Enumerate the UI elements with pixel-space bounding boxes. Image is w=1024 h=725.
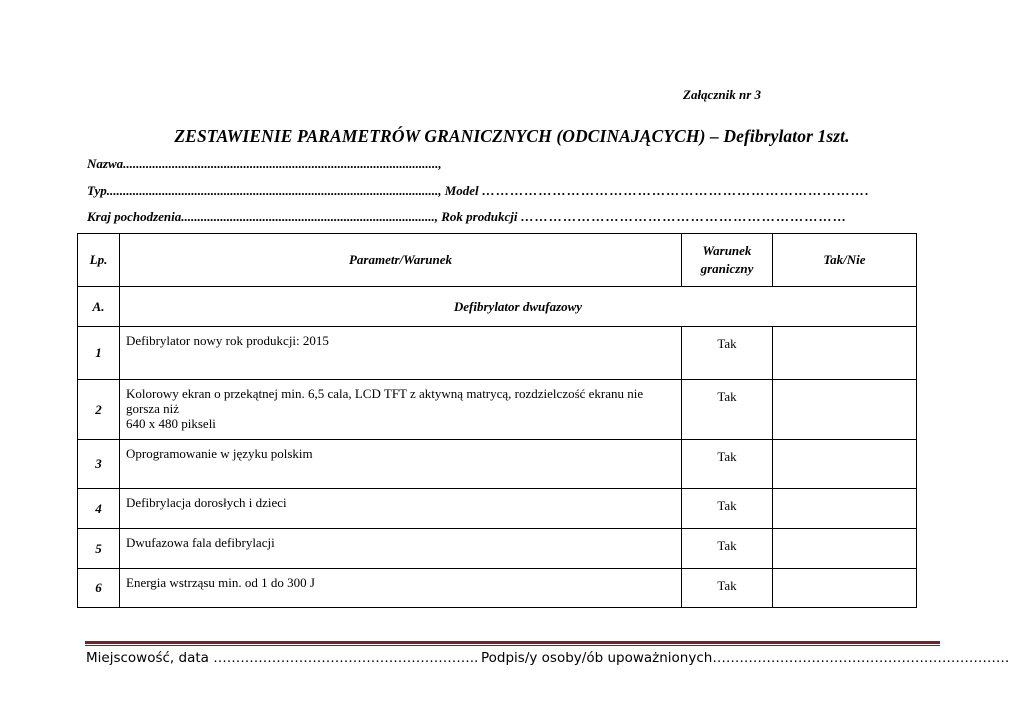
field-kraj-text: Kraj pochodzenia.............................................................................., Rok produkcji bbox=[87, 209, 518, 224]
footer-place-date: Miejscowość, data ………………………………………………….. bbox=[86, 650, 479, 666]
row-param: Defibrylacja dorosłych i dzieci bbox=[120, 489, 682, 529]
document-title: ZESTAWIENIE PARAMETRÓW GRANICZNYCH (ODCINAJĄCYCH) – Defibrylator 1szt. bbox=[174, 126, 850, 146]
row-taknie-cell[interactable] bbox=[773, 440, 917, 489]
field-nazwa-text: Nazwa................................................................................................., bbox=[87, 156, 442, 171]
section-label: A. bbox=[78, 287, 120, 327]
row-warunek: Tak bbox=[682, 440, 773, 489]
row-warunek: Tak bbox=[682, 380, 773, 440]
field-model-dots: ………………………………………………………………………. bbox=[481, 183, 870, 198]
table-row bbox=[78, 529, 917, 569]
table-row bbox=[78, 327, 917, 380]
row-lp: 4 bbox=[78, 489, 120, 529]
footer-divider-thick bbox=[85, 641, 940, 644]
row-taknie-cell[interactable] bbox=[773, 327, 917, 380]
footer-divider-thin bbox=[85, 645, 940, 646]
row-taknie-cell[interactable] bbox=[773, 529, 917, 569]
row-warunek: Tak bbox=[682, 529, 773, 569]
row-taknie-cell[interactable] bbox=[773, 569, 917, 608]
table-row bbox=[78, 380, 917, 440]
row-lp: 2 bbox=[78, 380, 120, 440]
table-row bbox=[78, 569, 917, 608]
header-taknie: Tak/Nie bbox=[773, 234, 917, 287]
field-nazwa[interactable] bbox=[87, 156, 442, 172]
row-taknie-cell[interactable] bbox=[773, 380, 917, 440]
row-param: Energia wstrząsu min. od 1 do 300 J bbox=[120, 569, 682, 608]
row-param: Dwufazowa fala defibrylacji bbox=[120, 529, 682, 569]
field-typ-model[interactable] bbox=[87, 183, 870, 199]
table-row bbox=[78, 440, 917, 489]
parameters-table bbox=[77, 233, 917, 608]
table-row bbox=[78, 489, 917, 529]
row-warunek: Tak bbox=[682, 569, 773, 608]
annex-label: Załącznik nr 3 bbox=[683, 87, 762, 102]
row-param: Defibrylator nowy rok produkcji: 2015 bbox=[120, 327, 682, 380]
row-lp: 6 bbox=[78, 569, 120, 608]
header-param: Parametr/Warunek bbox=[120, 234, 682, 287]
section-row bbox=[78, 287, 917, 327]
header-lp: Lp. bbox=[78, 234, 120, 287]
row-taknie-cell[interactable] bbox=[773, 489, 917, 529]
row-lp: 5 bbox=[78, 529, 120, 569]
field-kraj-rok[interactable] bbox=[87, 209, 847, 225]
row-lp: 3 bbox=[78, 440, 120, 489]
field-typ-text: Typ......................................................................................................, Model bbox=[87, 183, 479, 198]
row-param: Oprogramowanie w języku polskim bbox=[120, 440, 682, 489]
row-lp: 1 bbox=[78, 327, 120, 380]
header-warunek: Warunek graniczny bbox=[682, 234, 773, 287]
row-warunek: Tak bbox=[682, 489, 773, 529]
table-header-row bbox=[78, 234, 917, 287]
row-param: Kolorowy ekran o przekątnej min. 6,5 cala, LCD TFT z aktywną matrycą, rozdzielczość ekranu nie gorsza niż 640 x 480 pikseli bbox=[120, 380, 682, 440]
section-title: Defibrylator dwufazowy bbox=[120, 287, 917, 327]
field-rok-dots: …………………………………………………………… bbox=[520, 209, 848, 224]
footer-signature: Podpis/y osoby/ób upoważnionych………………………………………………………… bbox=[481, 650, 1010, 666]
row-warunek: Tak bbox=[682, 327, 773, 380]
